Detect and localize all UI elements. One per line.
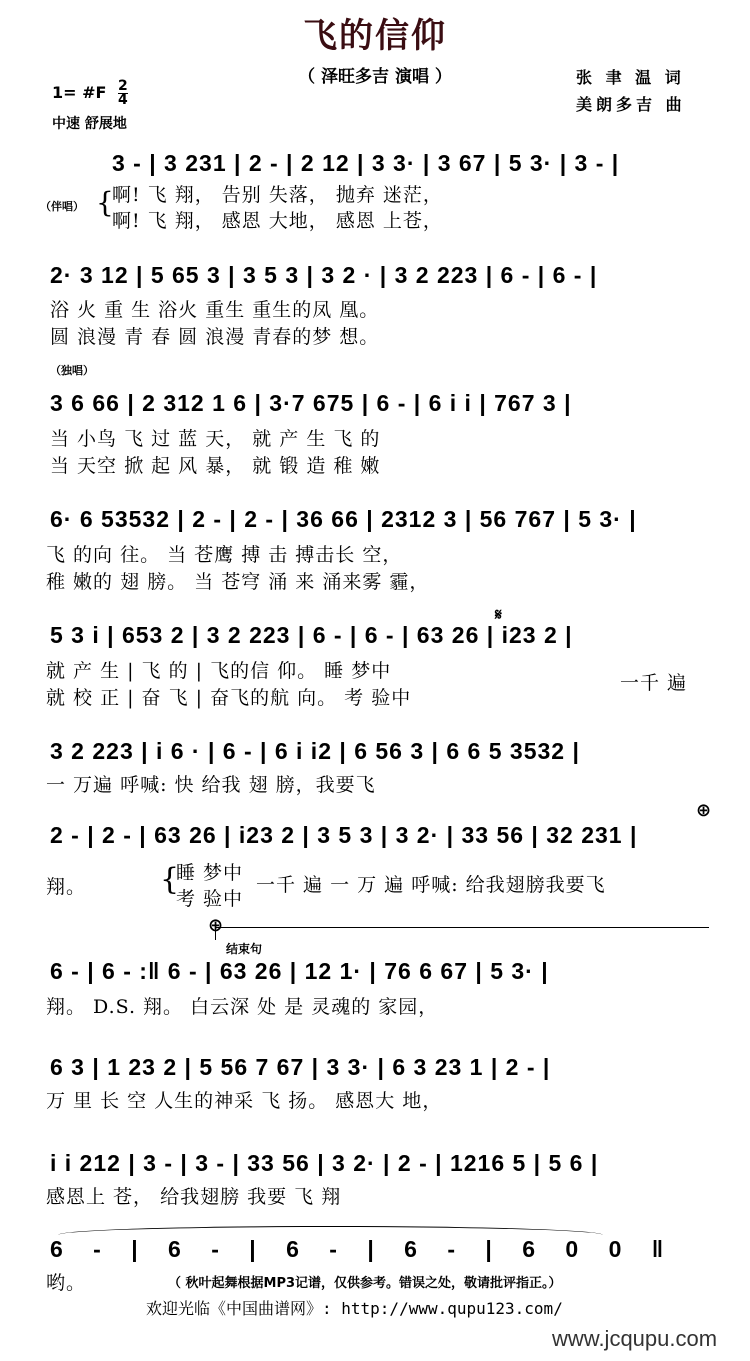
notation-line-11: 6 - | 6 - | 6 - | 6 - | 6 0 0 ‖ <box>50 1236 665 1262</box>
lyric-line-2b: 圆 浪漫 青 春 圆 浪漫 青春的梦 想。 <box>50 326 380 348</box>
key: 1= #F <box>52 83 107 102</box>
notation-line-7: 2 - | 2 - | 63 26 | i23 2 | 3 5 3 | 3 2· | 33 56 | 32 231 | <box>50 822 638 848</box>
notation-line-8: 6 - | 6 - :‖ 6 - | 63 26 | 12 1· | 76 6 67 | 5 3· | <box>50 958 549 984</box>
lyric-line-7a: 睡 梦中 <box>176 862 244 884</box>
side-lyric: 一千 遍 <box>620 672 688 694</box>
lyric-line-3a: 当 小鸟 飞 过 蓝 天， 就 产 生 飞 的 <box>50 428 381 450</box>
ending-label: 结束句 <box>226 942 263 956</box>
welcome-text: 欢迎光临《中国曲谱网》: http://www.qupu123.com/ <box>146 1299 563 1318</box>
coda-icon: ⊕ <box>696 800 712 821</box>
lyric-line-4b: 稚 嫩的 翅 膀。 当 苍穹 涌 来 涌来雾 霾， <box>46 571 430 593</box>
notation-line-1: 3 - | 3 231 | 2 - | 2 12 | 3 3· | 3 67 | 5 3· | 3 - | <box>112 150 620 176</box>
lyric-line-7c: 一千 遍 一 万 遍 呼喊: 给我翅膀我要飞 <box>256 874 606 896</box>
watermark: www.jcqupu.com <box>552 1326 718 1351</box>
lyric-line-1b: 啊! 飞 翔， 感恩 大地， 感恩 上苍， <box>112 210 443 232</box>
tempo-marking: 中速 舒展地 <box>52 116 127 132</box>
solo-label: （独唱） <box>50 364 94 377</box>
composer-credit: 美朗多吉 曲 <box>576 95 686 114</box>
time-signature: $\frac{2}{4}$ <box>118 78 128 108</box>
brace: { <box>96 186 115 219</box>
notation-line-9: 6 3 | 1 23 2 | 5 56 7 67 | 3 3· | 6 3 23 1 | 2 - | <box>50 1054 551 1080</box>
notation-line-4: 6· 6 53532 | 2 - | 2 - | 36 66 | 2312 3 | 56 767 | 5 3· | <box>50 506 637 532</box>
notation-line-2: 2· 3 12 | 5 65 3 | 3 5 3 | 3 2 · | 3 2 223 | 6 - | 6 - | <box>50 262 598 288</box>
performer: （ 泽旺多吉 演唱 ） <box>298 67 452 87</box>
transcriber-note: （ 秋叶起舞根据MP3记谱，仅供参考。错误之处，敬请批评指正。） <box>168 1276 562 1291</box>
lyric-line-7b: 考 验中 <box>176 888 244 910</box>
lyric-line-10: 感恩上 苍， 给我翅膀 我要 飞 翔 <box>46 1186 342 1208</box>
brace: { <box>160 862 181 897</box>
lyric-line-3b: 当 天空 掀 起 风 暴， 就 锻 造 稚 嫩 <box>50 455 381 477</box>
lyric-line-6: 一 万遍 呼喊: 快 给我 翅 膀，我要飞 <box>46 774 376 796</box>
lyric-line-7-end: 翔。 <box>46 876 87 898</box>
chorus-label: （伴唱） <box>40 200 84 213</box>
tie-arc <box>58 1226 603 1235</box>
lyric-line-9: 万 里 长 空 人生的神采 飞 扬。 感恩大 地， <box>46 1090 443 1112</box>
notation-line-6: 3 2 223 | i 6 · | 6 - | 6 i i2 | 6 56 3 | 6 6 5 3532 | <box>50 738 580 764</box>
lyric-line-5b: 就 校 正 | 奋 飞 | 奋飞的航 向。 考 验中 <box>46 687 412 709</box>
notation-line-10: i i 212 | 3 - | 3 - | 33 56 | 3 2· | 2 - | 1216 5 | 5 6 | <box>50 1150 599 1176</box>
coda-icon: ⊕ <box>208 915 224 936</box>
lyric-line-4a: 飞 的向 往。 当 苍鹰 搏 击 搏击长 空， <box>46 544 403 566</box>
lyricist-credit: 张 聿 温 词 <box>576 68 685 87</box>
key-signature <box>52 80 128 107</box>
notation-line-3: 3 6 66 | 2 312 1 6 | 3·7 675 | 6 - | 6 i i | 767 3 | <box>50 390 572 416</box>
lyric-line-2a: 浴 火 重 生 浴火 重生 重生的凤 凰。 <box>50 299 380 321</box>
lyric-line-8: 翔。 D.S. 翔。 白云深 处 是 灵魂的 家园， <box>46 996 439 1018</box>
song-title: 飞的信仰 <box>303 16 447 56</box>
lyric-line-11: 哟。 <box>46 1272 87 1294</box>
ending-bracket <box>215 927 709 940</box>
lyric-line-5a: 就 产 生 | 飞 的 | 飞的信 仰。 睡 梦中 <box>46 660 392 682</box>
notation-line-5: 5 3 i | 653 2 | 3 2 223 | 6 - | 6 - | 63 26 | i23 2 | <box>50 622 573 648</box>
segno-icon: 𝄋 <box>495 605 502 624</box>
lyric-line-1a: 啊! 飞 翔， 告别 失落， 抛弃 迷茫， <box>112 184 443 206</box>
